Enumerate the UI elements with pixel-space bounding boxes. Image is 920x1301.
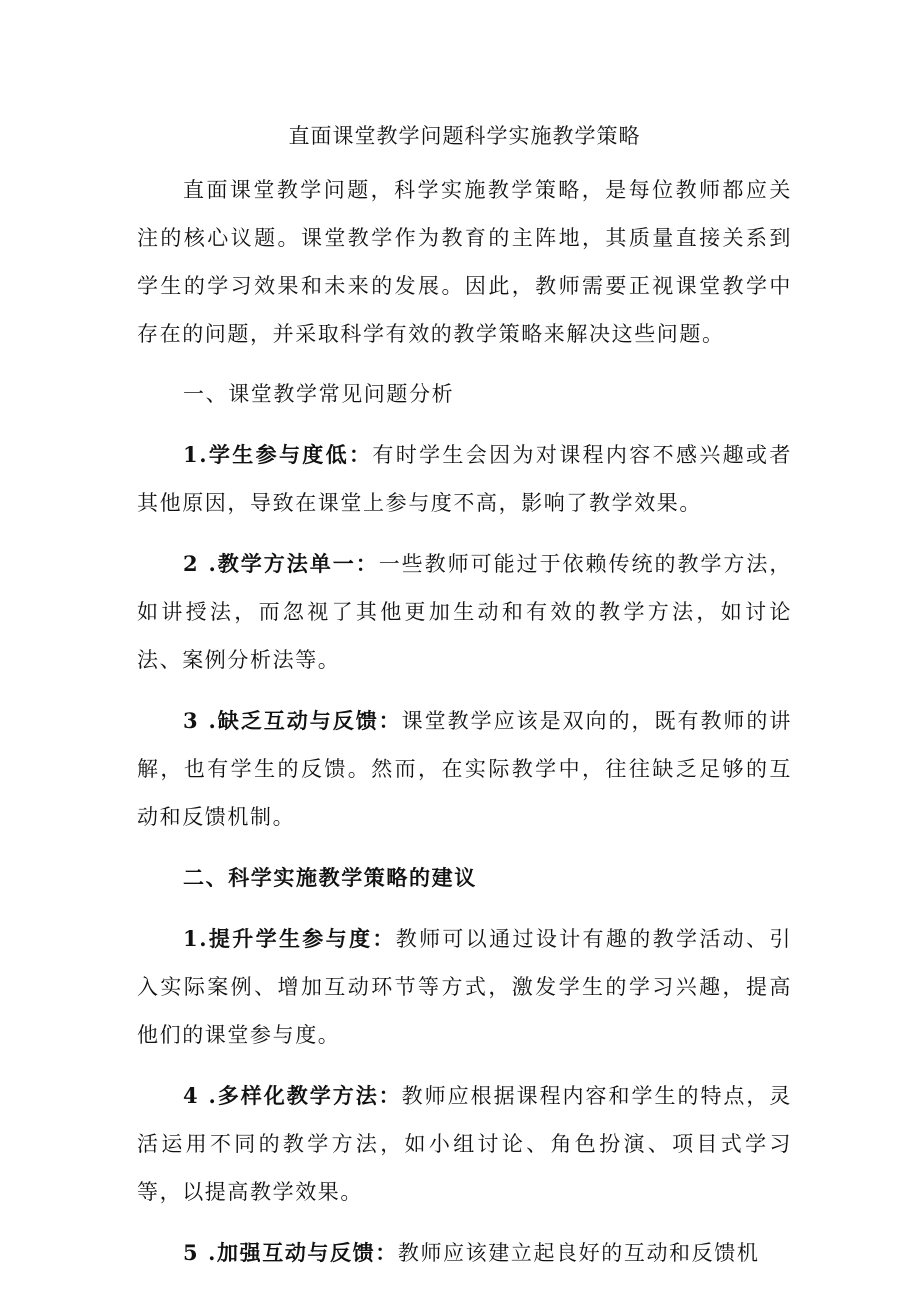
section-1-heading: 一、课堂教学常见问题分析 — [183, 382, 455, 406]
section-2-heading: 二、科学实施教学策略的建议 — [183, 865, 477, 890]
section-2-item-2 — [137, 1072, 792, 1216]
section-2-item-1 — [137, 915, 792, 1059]
item-lead: 1.提升学生参与度： — [183, 926, 396, 951]
intro-paragraph: 直面课堂教学问题，科学实施教学策略，是每位教师都应关注的核心议题。课堂教学作为教育的主阵地，其质量直接关系到学生的学习效果和未来的发展。因此，教师需要正视课堂教学中存在的问题，并采取科学有效的教学策略来解决这些问题。 — [137, 178, 792, 346]
item-text: 教师应根据课程内容和学生的特点，灵活运用不同的教学方法，如小组讨论、角色扮演、项目式学习等，以提高教学效果。 — [137, 1084, 792, 1204]
item-lead: 2 .教学方法单一： — [183, 551, 379, 576]
item-lead: 3 .缺乏互动与反馈： — [183, 708, 402, 733]
item-text: 有时学生会因为对课程内容不感兴趣或者其他原因，导致在课堂上参与度不高，影响了教学效果。 — [137, 443, 792, 515]
document-title: 直面课堂教学问题科学实施教学策略 — [288, 124, 641, 148]
item-text: 教师应该建立起良好的互动和反馈机 — [397, 1241, 760, 1265]
item-text: 课堂教学应该是双向的，既有教师的讲解，也有学生的反馈。然而，在实际教学中，往往缺乏足够的互动和反馈机制。 — [137, 709, 792, 829]
section-1-item-1 — [137, 431, 792, 527]
item-lead: 1.学生参与度低： — [183, 442, 373, 467]
section-1-item-3 — [137, 697, 792, 841]
section-2-item-3 — [137, 1229, 792, 1277]
document-page — [137, 118, 792, 1290]
section-1-item-2 — [137, 540, 792, 684]
item-lead: 5 .加强互动与反馈： — [183, 1240, 398, 1265]
item-text: 一些教师可能过于依赖传统的教学方法，如讲授法，而忽视了其他更加生动和有效的教学方法，如讨论法、案例分析法等。 — [137, 552, 792, 672]
item-lead: 4 .多样化教学方法： — [183, 1083, 402, 1108]
item-text: 教师可以通过设计有趣的教学活动、引入实际案例、增加互动环节等方式，激发学生的学习兴趣，提高他们的课堂参与度。 — [137, 927, 792, 1047]
